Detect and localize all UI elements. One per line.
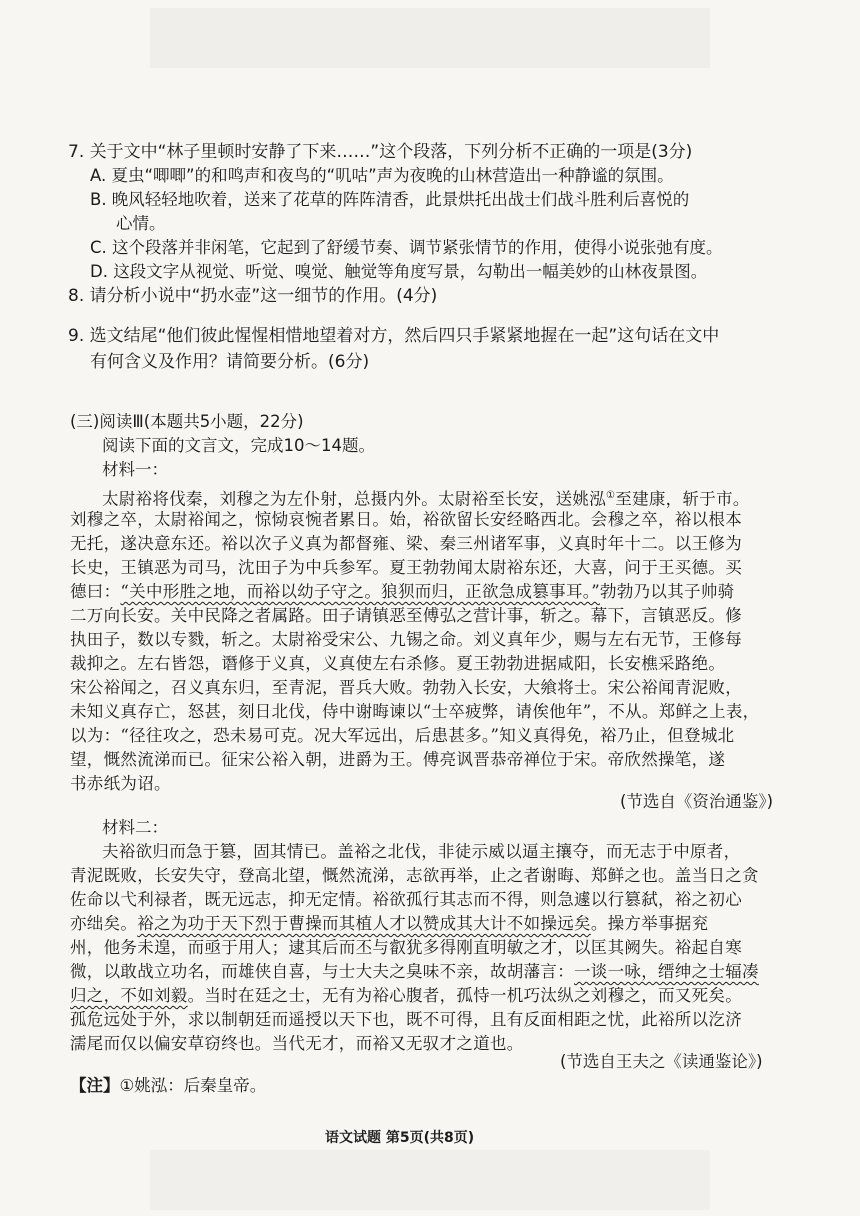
material-2-source: (节选自王夫之《读通鉴论》): [560, 1052, 763, 1071]
material-1-line-7: 执田子，数以专戮，斩之。太尉裕受宋公、九锡之命。刘义真年少，赐与左右无节，王修每: [70, 630, 742, 649]
question-7-option-b-line2: 心情。: [116, 214, 166, 233]
translation-sentence-2b: 归之，不如刘毅: [70, 986, 188, 1005]
material-1-line-8: 裁抑之。左右皆怨，谮修于义真，义真使左右杀修。夏王勃勃进据咸阳，长安樵采路绝。: [70, 654, 726, 673]
footnote-label: 【注】: [70, 1076, 120, 1095]
material-1-line-1: 太尉裕将伐秦，刘穆之为左仆射，总摄内外。太尉裕至长安，送姚泓①至建康，斩于市。: [102, 489, 750, 509]
question-9-line2: 有何含义及作用？请简要分析。(6分): [90, 352, 370, 372]
material-1-line-2: 刘穆之卒，太尉裕闻之，惊恸哀惋者累日。始，裕欲留长安经略西北。会穆之卒，裕以根本: [70, 510, 742, 529]
material-2-line-3: 佐命以弋利禄者，既无远志，抑无定情。裕欲孤行其志而不得，则急遽以行篡弑，裕之初心: [70, 890, 742, 909]
material-1-line-4: 长史，王镇恶为司马，沈田子为中兵参军。夏王勃勃闻太尉裕东还，大喜，问于王买德。买: [70, 558, 742, 577]
page-footer: 语文试题 第5页(共8页): [325, 1130, 475, 1146]
material-1-line-9: 宋公裕闻之，召义真东归，至青泥，晋兵大败。勃勃入长安，大飨将士。宋公裕闻青泥败，: [70, 678, 742, 697]
footnote-text: ①姚泓：后秦皇帝。: [119, 1076, 267, 1095]
material-2-line-1: 夫裕欲归而急于篡，固其情已。盖裕之北伐，非徒示威以逼主攘夺，而无志于中原者，: [102, 842, 741, 861]
material-1-label: 材料一：: [102, 460, 168, 479]
section-instruction: 阅读下面的文言文，完成10～14题。: [102, 436, 375, 455]
material-2-line-7: 归之，不如刘毅。当时在廷之士，无有为裕心腹者，孤恃一机巧汰纵之刘穆之，而又死矣。: [70, 986, 743, 1005]
material-1-line-13: 书赤纸为诏。: [70, 774, 171, 793]
material-1-line-6: 二万向长安。关中民降之者属路。田子请镇恶至傅弘之营计事，斩之。幕下，言镇恶反。修: [70, 606, 742, 625]
question-7-option-d: D. 这段文字从视觉、听觉、嗅觉、触觉等角度写景，勾勒出一幅美妙的山林夜景图。: [90, 262, 708, 281]
translation-sentence-1: “关中形胜之地，而裕以幼子守之。狼狈而归，正欲急成篡事耳。”: [120, 582, 601, 601]
translation-sentence-2a: 一谈一咏，缙绅之士辐凑: [574, 962, 759, 981]
footnote-marker: ①: [606, 490, 616, 501]
question-7-option-c: C. 这个段落并非闲笔，它起到了舒缓节奏、调节紧张情节的作用，使得小说张弛有度。: [90, 238, 723, 257]
material-2-line-2: 青泥既败，长安失守，登高北望，慨然流涕，志欲再举，止之者谢晦、郑鲜之也。盖当日之贪: [70, 866, 759, 885]
material-1-line-10: 未知义真存亡，怒甚，刻日北伐，侍中谢晦谏以“士卒疲弊，请俟他年”，不从。郑鲜之上表，: [70, 702, 760, 721]
material-1-line-12: 望，慨然流涕而已。征宋公裕入朝，进爵为王。傅亮讽晋恭帝禅位于宋。帝欣然操笔，遂: [70, 750, 726, 769]
scan-shade-bottom: [150, 1150, 710, 1210]
footnote: [70, 1074, 266, 1098]
question-7-option-a: A. 夏虫“唧唧”的和鸣声和夜鸟的“叽咕”声为夜晚的山林营造出一种静谧的氛围。: [90, 166, 674, 185]
section-header: (三)阅读Ⅲ(本题共5小题，22分): [70, 412, 304, 431]
material-2-line-5: 州，他务未遑，而亟于用人；逮其后而丕与叡犹多得刚直明敏之才，以匡其阙失。裕起自寒: [70, 938, 742, 957]
question-7-stem: 7. 关于文中“林子里顿时安静了下来……”这个段落，下列分析不正确的一项是(3分): [68, 142, 693, 162]
scan-shade-top: [150, 8, 710, 68]
material-2-line-9: 濡尾而仅以偏安草窃终也。当代无才，而裕又无驭才之道也。: [70, 1034, 524, 1053]
question-9-line1: 9. 选文结尾“他们彼此惺惺相惜地望着对方，然后四只手紧紧地握在一起”这句话在文中: [68, 326, 720, 346]
material-2-label: 材料二：: [102, 818, 168, 837]
material-2-line-8: 孤危远处于外，求以制朝廷而遥授以天下也，既不可得，且有反面相距之忧，此裕所以汔济: [70, 1010, 742, 1029]
material-2-line-4: 亦绌矣。裕之为功于天下烈于曹操而其植人才以赞成其大计不如操远矣。操方举事据兖: [70, 914, 709, 933]
question-7-option-b-line1: B. 晚风轻轻地吹着，送来了花草的阵阵清香，此景烘托出战士们战斗胜利后喜悦的: [90, 190, 690, 209]
material-1-source: (节选自《资治通鉴》): [620, 792, 774, 811]
material-1-line-5: 德曰：“关中形胜之地，而裕以幼子守之。狼狈而归，正欲急成篡事耳。”勃勃乃以其子帅骑: [70, 582, 735, 601]
material-1-line-11: 以为：“径往攻之，恐未易可克。况大军远出，后患甚多。”知义真得免，裕乃止，但登城北: [70, 726, 735, 745]
material-2-line-6: 微，以敢战立功名，而雄侠自喜，与士大夫之臭味不亲，故胡藩言：一谈一咏，缙绅之士辐凑: [70, 962, 759, 981]
material-1-line-3: 无托，遂决意东还。裕以次子义真为都督雍、梁、秦三州诸军事，义真时年十二。以王修为: [70, 534, 742, 553]
punctuation-sentence: 裕之为功于天下烈于曹操而其植人才以赞成其大计不如操远矣: [137, 914, 591, 933]
question-8: 8. 请分析小说中“扔水壶”这一细节的作用。(4分): [68, 286, 438, 306]
